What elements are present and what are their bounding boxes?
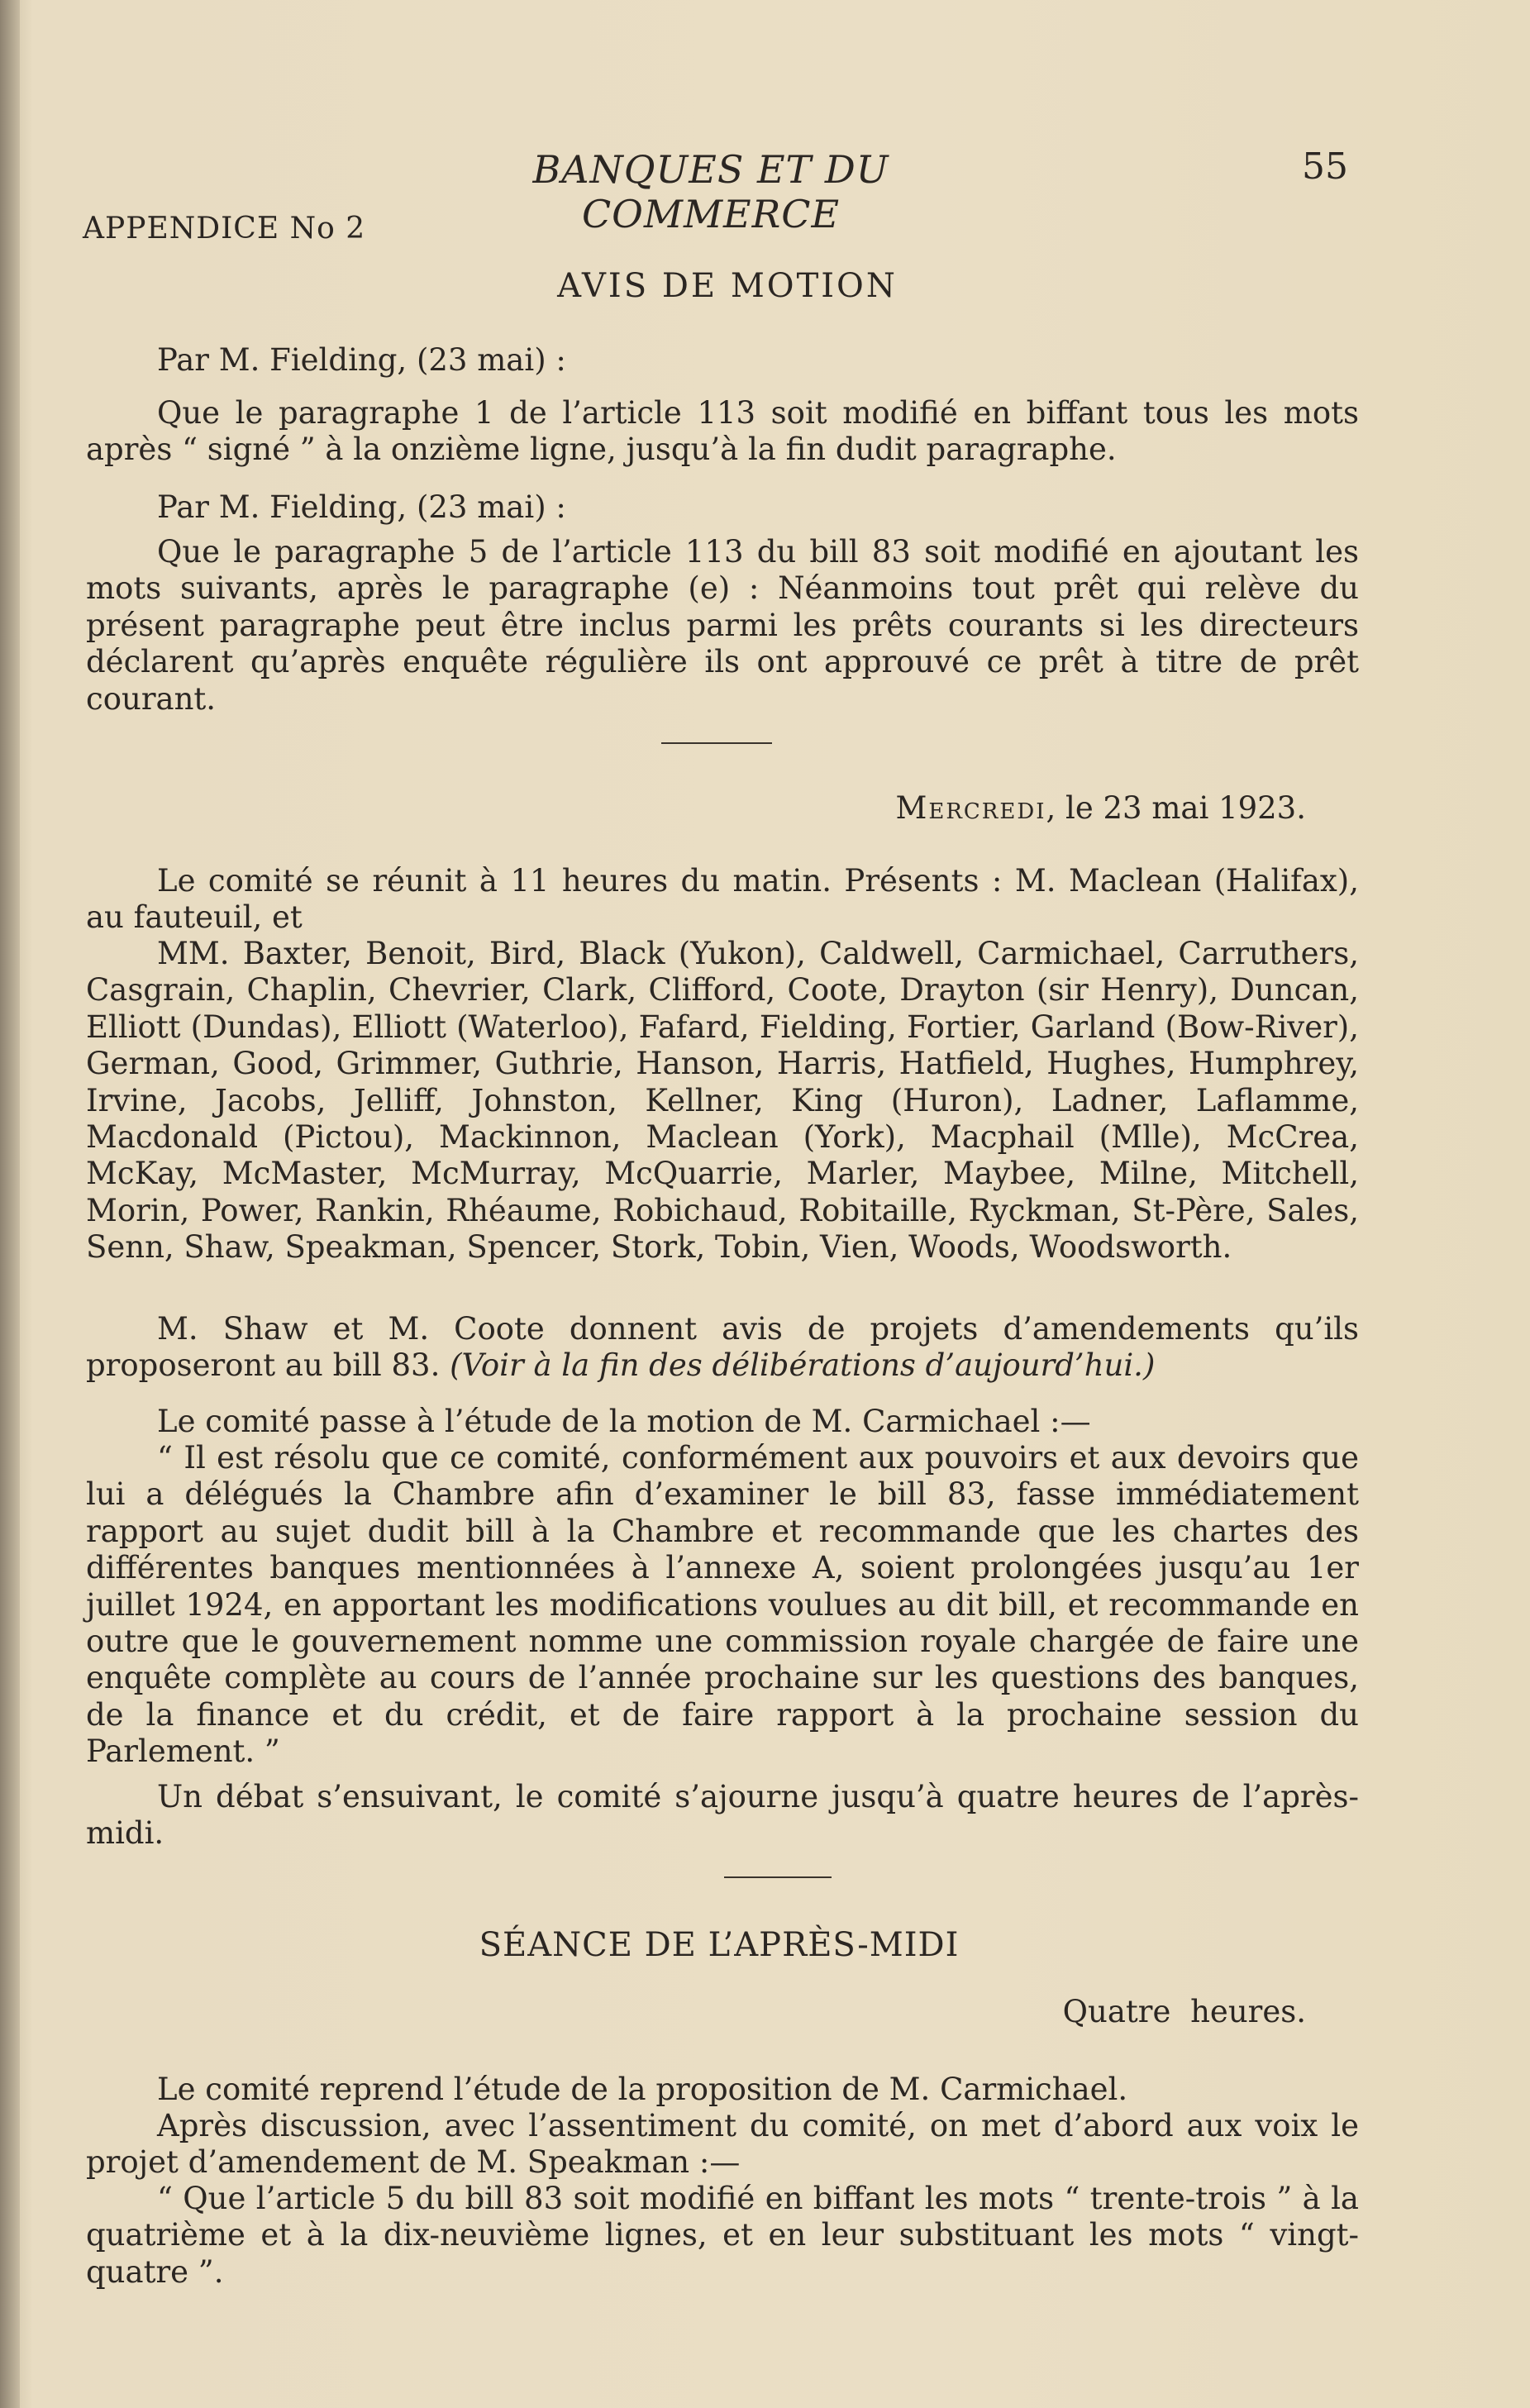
amendment-notice-text: M. Shaw et M. Coote donnent avis de projets d’amendements qu’ils proposeront au bill 83. — [86, 1311, 1359, 1384]
members-list: MM. Baxter, Benoit, Bird, Black (Yukon), Caldwell, Carmichael, Carruthers, Casgrain, Chaplin, Chevrier, Clark, Clifford, Coote, Drayton (sir Henry), Duncan, Elliott (Dundas), Elliott (Waterloo), Fafard, Fielding, Fortier, Garland (Bow-River), German, Good, Grimmer, Guthrie, Hanson, Harris, Hatfield, Hughes, Humphrey, Irvine, Jacobs, Jelliff, Johnston, Kellner, King (Huron), Ladner, Laflamme, Macdonald (Pictou), Mackinnon, Maclean (York), Macphail (Mlle), McCrea, McKay, McMaster, McMurray, McQuarrie, Marler, Maybee, Milne, Mitchell, Morin, Power, Rankin, Rhéaume, Robichaud, Robitaille, Ryckman, St-Père, Sales, Senn, Shaw, Speakman, Spencer, Stork, Tobin, Vien, Woods, Woodsworth. — [86, 936, 1359, 1266]
meeting-date-rest: , le 23 mai 1923. — [1046, 790, 1306, 826]
motion1-author: Par M. Fielding, (23 mai) : — [157, 342, 566, 378]
carmichael-motion-quote: “ Il est résolu que ce comité, conformément aux pouvoirs et aux devoirs que lui a délégués la Chambre afin d’examiner le bill 83, fasse immédiatement rapport au sujet dudit bill à la Chambre et recommande que les chartes des différentes banques mentionnées à l’annexe A, soient prolongées jusqu’au 1er juillet 1924, en apportant les modifications voulues au dit bill, et recommande en outre que le gouvernement nomme une commission royale chargée de faire une enquête complète au cours de l’année prochaine sur les questions des banques, de la finance et du crédit, et de faire rapport à la prochaine session du Parlement. ” — [86, 1440, 1359, 1770]
amendment-notice — [86, 1311, 1359, 1385]
resume-text: Le comité reprend l’étude de la proposition de M. Carmichael. — [157, 2072, 1128, 2107]
motion1-text: Que le paragraphe 1 de l’article 113 soit modifié en biffant tous les mots après “ signé ” à la onzième ligne, jusqu’à la fin dudit paragraphe. — [86, 395, 1359, 468]
section-divider-2 — [724, 1876, 832, 1878]
afternoon-session-heading: SÉANCE DE L’APRÈS-MIDI — [479, 1926, 960, 1964]
motion-intro: Le comité passe à l’étude de la motion de M. Carmichael :— — [157, 1404, 1091, 1439]
meeting-date-day: Mercredi — [895, 790, 1046, 826]
page-number: 55 — [1302, 145, 1348, 188]
amendment-notice-reference: (Voir à la fin des délibérations d’aujourd’hui.) — [450, 1347, 1156, 1384]
appendix-label: APPENDICE No 2 — [83, 212, 366, 246]
motion2-author: Par M. Fielding, (23 mai) : — [157, 489, 566, 525]
motion2-text: Que le paragraphe 5 de l’article 113 du bill 83 soit modifié en ajoutant les mots suivants, après le paragraphe (e) : Néanmoins tout prêt qui relève du présent paragraphe peut être inclus parmi les prêts courants si les directeurs déclarent qu’après enquête régulière ils ont approuvé ce prêt à titre de prêt courant. — [86, 534, 1359, 717]
section-divider — [661, 742, 772, 744]
book-spine-shadow — [0, 0, 20, 2408]
speakman-amendment: “ Que l’article 5 du bill 83 soit modifié en biffant les mots “ trente-trois ” à la quatrième et à la dix-neuvième lignes, et en leur substituant les mots “ vingt-quatre ”. — [86, 2181, 1359, 2290]
discussion-text: Après discussion, avec l’assentiment du comité, on met d’abord aux voix le projet d’amendement de M. Speakman :— — [86, 2108, 1359, 2181]
meeting-opening: Le comité se réunit à 11 heures du matin. Présents : M. Maclean (Halifax), au fauteuil, et — [86, 863, 1359, 936]
afternoon-session-time: Quatre heures. — [1062, 1994, 1306, 2029]
running-header-title: BANQUES ET DU COMMERCE — [532, 147, 889, 236]
adjournment-text: Un débat s’ensuivant, le comité s’ajourne jusqu’à quatre heures de l’après-midi. — [86, 1779, 1359, 1852]
section-heading-avis: AVIS DE MOTION — [557, 267, 898, 305]
meeting-date — [810, 790, 1306, 826]
